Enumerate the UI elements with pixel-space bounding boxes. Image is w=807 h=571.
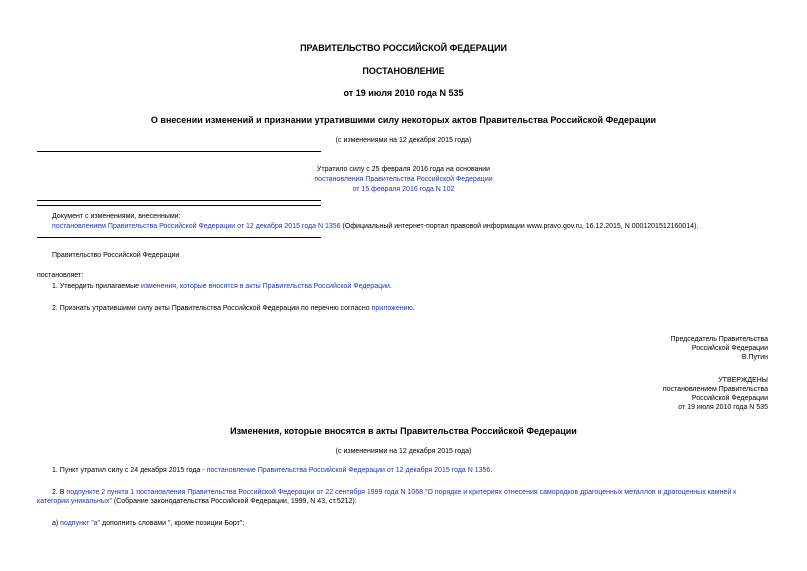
annex-item-3-suffix: дополнить словами ", кроме позиции Борт"; (100, 520, 245, 527)
issuer: Правительство Российской Федерации (52, 252, 180, 259)
divider (37, 200, 321, 201)
annex-item-1-text: 1. Пункт утратил силу с 24 декабря 2015 года - (52, 467, 207, 474)
approval-line-1: УТВЕРЖДЕНЫ (718, 377, 768, 384)
changes-line (52, 222, 698, 231)
item-2 (52, 304, 415, 313)
annex-title: Изменения, которые вносятся в акты Правительства Российской Федерации (230, 426, 577, 436)
changes-link[interactable]: постановлением Правительства Российской Федерации от 12 декабря 2015 года N 1356 (52, 223, 341, 230)
decrees: постановляет: (37, 272, 84, 279)
item-2-text: 2. Признать утратившими силу акты Правительства Российской Федерации по перечню согласно (52, 305, 372, 312)
doc-type: ПОСТАНОВЛЕНИЕ (362, 66, 445, 76)
org-name: ПРАВИТЕЛЬСТВО РОССИЙСКОЙ ФЕДЕРАЦИИ (300, 43, 507, 53)
divider (37, 237, 321, 238)
signature-block (671, 335, 768, 362)
doc-title: О внесении изменений и признании утратившими силу некоторых актов Правительства Российской Федерации (150, 115, 657, 125)
approval-line-3: Российской Федерации (691, 395, 768, 402)
annex-item-1-suffix: . (490, 467, 493, 474)
annex-edition-note: (с изменениями на 12 декабря 2015 года) (335, 448, 472, 455)
approval-line-2: постановлением Правительства (662, 386, 768, 393)
signature-line-2: Российской Федерации (691, 345, 768, 352)
item-1 (52, 282, 392, 291)
annex-item-2 (37, 488, 770, 506)
expired-note-link-line1[interactable]: постановления Правительства Российской Федерации (314, 176, 493, 183)
expired-note-line1: Утратило силу с 25 февраля 2016 года на основании (316, 166, 491, 173)
item-1-suffix: . (389, 283, 392, 290)
annex-item-2-text: 2. В (52, 489, 67, 496)
divider (37, 151, 321, 152)
annex-item-3-text: а) (52, 520, 61, 527)
item-1-link[interactable]: изменения, которые вносятся в акты Правительства Российской Федерации (140, 283, 390, 290)
approval-block (663, 376, 768, 412)
signature-line-3: В.Путин (741, 354, 768, 361)
approval-line-4: от 19 июля 2010 года N 535 (678, 404, 768, 411)
annex-item-2-link[interactable]: подпункте 2 пункта 1 постановления Правительства Российской Федерации от 22 сентября 1999 года N 1068 "О порядке и критериях отнесения самородков драгоценных металлов и драгоценных камней к категории уникальных" (37, 489, 737, 505)
item-2-suffix: . (412, 305, 415, 312)
edition-note: (с изменениями на 12 декабря 2015 года) (335, 137, 472, 144)
signature-line-1: Председатель Правительства (670, 336, 768, 343)
expired-note-link-line2[interactable]: от 15 февраля 2016 года N 102 (352, 186, 455, 193)
annex-item-1 (52, 466, 492, 475)
changes-label: Документ с изменениями, внесенными: (52, 213, 181, 220)
annex-item-3-link[interactable]: подпункт "а" (60, 520, 101, 527)
item-1-text: 1. Утвердить прилагаемые (52, 283, 141, 290)
annex-item-1-link[interactable]: постановление Правительства Российской Федерации от 12 декабря 2015 года N 1356 (206, 467, 491, 474)
item-2-link[interactable]: приложению (371, 305, 413, 312)
divider (37, 205, 321, 206)
changes-source: (Официальный интернет-портал правовой информации www.pravo.gov.ru, 16.12.2015, N 0001201512160014). (340, 223, 699, 230)
doc-date-number: от 19 июля 2010 года N 535 (343, 88, 464, 98)
annex-item-3 (52, 519, 244, 528)
annex-item-2-suffix: (Собрание законодательства Российской Федерации, 1999, N 43, ст.5212): (111, 498, 357, 505)
